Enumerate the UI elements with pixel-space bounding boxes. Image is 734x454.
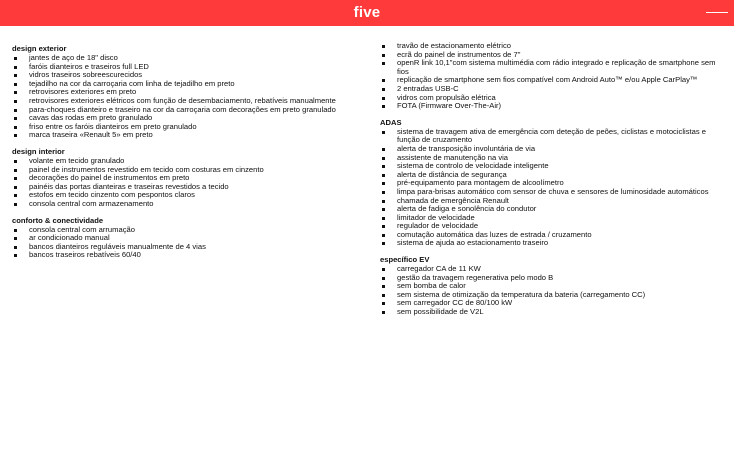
spec-item: regulador de velocidade — [380, 222, 725, 231]
spec-list — [12, 226, 364, 260]
spec-item: sem bomba de calor — [380, 282, 725, 291]
spec-item: painéis das portas dianteiras e traseiras revestidos a tecido — [12, 183, 364, 192]
section-title: conforto & conectividade — [12, 215, 104, 225]
spec-section — [380, 255, 725, 317]
spec-item: faróis dianteiros e traseiros full LED — [12, 63, 364, 72]
banner-rule — [706, 12, 728, 13]
spec-item: replicação de smartphone sem fios compatível com Android Auto™ e/ou Apple CarPlay™ — [380, 76, 725, 85]
spec-item: estofos em tecido cinzento com pespontos claros — [12, 191, 364, 200]
page-title: five — [353, 4, 381, 21]
spec-item: gestão da travagem regenerativa pelo modo B — [380, 274, 725, 283]
spec-list — [380, 265, 725, 317]
spec-item: FOTA (Firmware Over-The-Air) — [380, 102, 725, 111]
spec-item: assistente de manutenção na via — [380, 154, 725, 163]
spec-item: sem sistema de otimização da temperatura da bateria (carregamento CC) — [380, 291, 725, 300]
spec-item: bancos dianteiros reguláveis manualmente de 4 vias — [12, 243, 364, 252]
spec-item: alerta de transposição involuntária de via — [380, 145, 725, 154]
spec-item: tejadilho na cor da carroçaria com linha de tejadilho em preto — [12, 80, 364, 89]
left-column — [12, 44, 364, 267]
spec-list — [12, 157, 364, 209]
right-column — [380, 41, 725, 324]
section-title: design interior — [12, 146, 65, 156]
spec-item: vidros traseiros sobreescurecidos — [12, 71, 364, 80]
section-title: ADAS — [380, 117, 402, 127]
spec-item: alerta de fadiga e sonolência do condutor — [380, 205, 725, 214]
spec-item: retrovisores exteriores elétricos com função de desembaciamento, rebatíveis manualmente — [12, 97, 364, 106]
spec-item: vidros com propulsão elétrica — [380, 94, 725, 103]
spec-section — [12, 44, 364, 140]
spec-item: limitador de velocidade — [380, 214, 725, 223]
spec-item: cavas das rodas em preto granulado — [12, 114, 364, 123]
spec-item: sem possibilidade de V2L — [380, 308, 725, 317]
spec-item: sistema de travagem ativa de emergência com deteção de peões, ciclistas e motociclistas e função de cruzamento — [380, 128, 725, 145]
section-title: design exterior — [12, 44, 67, 53]
spec-item: carregador CA de 11 KW — [380, 265, 725, 274]
spec-item: consola central com arrumação — [12, 226, 364, 235]
spec-item: consola central com armazenamento — [12, 200, 364, 209]
spec-item: ar condicionado manual — [12, 234, 364, 243]
spec-item: 2 entradas USB-C — [380, 85, 725, 94]
spec-section — [380, 118, 725, 248]
spec-section — [12, 216, 364, 260]
spec-item: pré-equipamento para montagem de alcoolímetro — [380, 179, 725, 188]
spec-item: alerta de distância de segurança — [380, 171, 725, 180]
spec-list — [380, 42, 725, 111]
spec-item: comutação automática das luzes de estrada / cruzamento — [380, 231, 725, 240]
spec-item: sem carregador CC de 80/100 kW — [380, 299, 725, 308]
spec-item: travão de estacionamento elétrico — [380, 42, 725, 51]
spec-item: sistema de controlo de velocidade inteligente — [380, 162, 725, 171]
spec-section — [12, 147, 364, 209]
spec-item: friso entre os faróis dianteiros em preto granulado — [12, 123, 364, 132]
section-title: específico EV — [380, 255, 430, 265]
spec-item: volante em tecido granulado — [12, 157, 364, 166]
spec-list — [12, 54, 364, 140]
spec-item: painel de instrumentos revestido em tecido com costuras em cinzento — [12, 166, 364, 175]
spec-item: retrovisores exteriores em preto — [12, 88, 364, 97]
spec-item: marca traseira «Renault 5» em preto — [12, 131, 364, 140]
spec-item: para-choques dianteiro e traseiro na cor da carroçaria com decorações em preto granulado — [12, 106, 364, 115]
spec-item: ecrã do painel de instrumentos de 7" — [380, 51, 725, 60]
spec-item: sistema de ajuda ao estacionamento traseiro — [380, 239, 725, 248]
spec-item: decorações do painel de instrumentos em preto — [12, 174, 364, 183]
spec-list — [380, 128, 725, 248]
header-banner — [0, 0, 734, 26]
spec-item: jantes de aço de 18" disco — [12, 54, 364, 63]
spec-item: chamada de emergência Renault — [380, 197, 725, 206]
spec-item: openR link 10,1"com sistema multimédia com rádio integrado e replicação de smartphone sem fios — [380, 59, 725, 76]
spec-item: bancos traseiros rebatíveis 60/40 — [12, 251, 364, 260]
spec-item: limpa para-brisas automático com sensor de chuva e sensores de luminosidade automáticos — [380, 188, 725, 197]
spec-section — [380, 42, 725, 111]
